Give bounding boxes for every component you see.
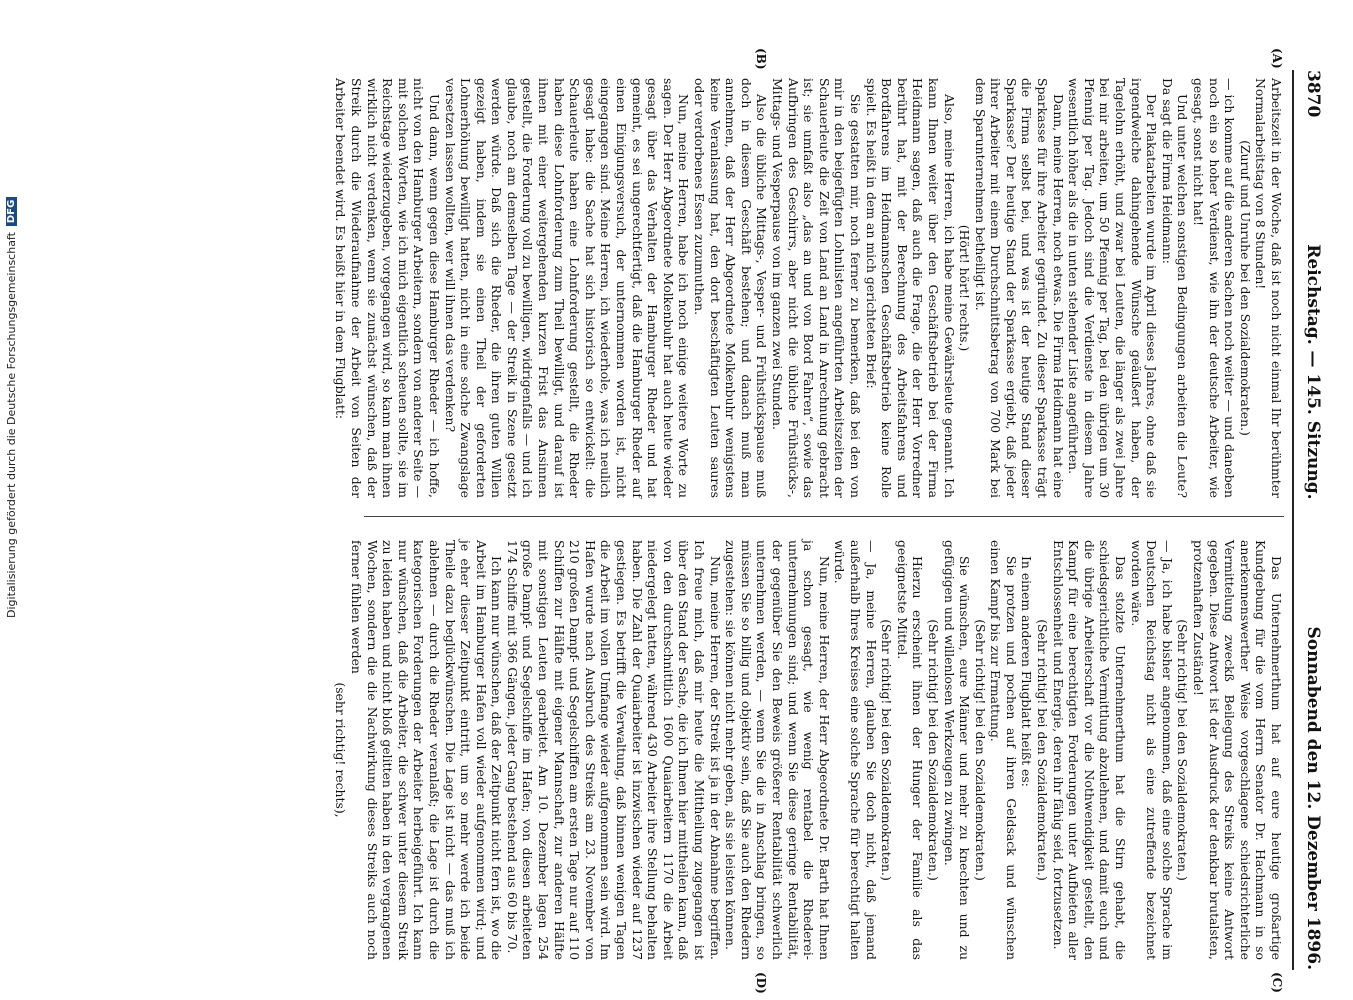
column-divider — [364, 516, 1284, 517]
interjection: (Zuruf und Unruhe bei den Sozialdemokraten.) — [1237, 140, 1253, 436]
rotated-document-page — [83, 48, 1328, 994]
paragraph: Nun, meine Herren, der Herr Abgeordnete Dr. Barth hat Ihnen ja schon gesagt, wie wenig rentabel die Rhederei-unternehmungen sind; und wenn Sie diese geringe Rentabilität, der gegenüber Sie den Beweis größerer Rentabilität schwerlich unternehmen werden, — wenn Sie die in Anschlag bringen, so müssen Sie so billig und objektiv sein, daß Sie auch den Rhedern zugestehen: sie können nicht mehr geben, als sie leisten können. — [723, 540, 832, 960]
paragraph: — Ja, ich habe bisher angenommen, daß eine solche Sprache im Deutschen Reichstag nicht als eine zutreffende bezeichnet worden wäre. — [1128, 540, 1175, 960]
interjection: (Sehr richtig! bei den Sozialdemokraten.) — [879, 619, 895, 881]
margin-marker-a: (A) — [1270, 48, 1284, 69]
paragraph: — ich komme auf die anderen Sachen noch weiter — und daneben noch ein so hoher Verdienst, wie ihn der deutsche Arbeiter, wie gesagt, sonst nicht hat! — [1191, 78, 1238, 498]
interjection: (Sehr richtig! bei den Sozialdemokraten.) — [972, 619, 988, 881]
paragraph: Und unter welchen sonstigen Bedingungen arbeiten die Leute? Da sagt die Firma Heidmann: — [1159, 78, 1191, 498]
margin-marker-b: (B) — [754, 48, 768, 70]
paragraph: Ich kann nur wünschen, daß der Zeitpunkt nicht fern ist, wo die Arbeit im Hamburger Hafen voll wieder aufgenommen wird; und je eher dieser Zeitpunkt eintritt, um so mehr werde ich beide Theile dazu beglückwünschen. Die Lage ist nicht — das muß ich ablehnen — durch die Rheder veranlaßt; die Lage ist durch die kategorischen Forderungen der Arbeiter herbeigeführt. Ich kann nur wünschen, daß die Arbeiter, die schwer unter diesem Streik zu leiden haben und nicht bloß gelitten haben in den vergangenen Wochen, sondern die die Nachwirkung dieses Streiks auch noch ferner fühlen werden — [348, 540, 505, 960]
footer-text: Digitalisierung gefördert durch die Deutsche Forschungsgemeinschaft — [4, 232, 18, 618]
paragraph: In einem anderen Flugblatt heißt es: — [1019, 556, 1035, 787]
quote-paragraph: Sie gestatten mir, noch ferner zu bemerken, daß bei den von mir in den beigefügten Lohnlisten angeführten Arbeitszeiten der Schauerleute die Zeit von Land an Land in Anrechnung gebracht ist; sie umfaßt also „das an und von Bord Fahren“, sowie das Aufbringen des Geschirrs, aber nicht die übliche Frühstücks-, Mittags- und Vesperpause von im ganzen zwei Stunden. — [770, 78, 863, 498]
paragraph: Dann, meine Herren, noch etwas. Die Firma Heidmann hat eine Sparkasse für ihre Arbeiter gegründet. Zu dieser Sparkasse trägt die Firma selbst bei, und was ist der heutige Stand dieser Sparkasse? Der heutige Stand der Sparkasse ergiebt, daß jeder ihrer Arbeiter mit einem Durchschnittsbetrag von 700 Mark bei dem Sparunternehmen betheiligt ist. — [972, 78, 1066, 498]
paragraph: Also die übliche Mittags-, Vesper- und Frühstückspause muß doch in diesem Geschäft bestehen; und danach muß man annehmen, daß der Herr Abgeordnete Molkenbuhr wenigstens keine Veranlassung hat, den dort beschäftigten Leuten saures oder verdorbenes Essen zuzumuthen. — [692, 78, 770, 498]
margin-marker-d: (D) — [754, 972, 768, 994]
page-header — [1298, 70, 1328, 970]
digitization-footer — [2, 0, 20, 618]
dfg-logo: DFG — [6, 197, 17, 226]
left-column — [333, 78, 1284, 498]
right-column — [333, 540, 1284, 960]
interjection: (Sehr richtig! bei den Sozialdemokraten.) — [1175, 619, 1191, 881]
paragraph: Arbeitszeit in der Woche, daß ist noch nicht einmal Ihr berühmter Normalarbeitstag von 8 Stunden! — [1253, 78, 1284, 498]
paragraph: — Ja, meine Herren, glauben Sie doch nicht, daß jemand außerhalb Ihres Kreises eine solche Sprache für berechtigt halten würde. — [832, 540, 879, 960]
header-rule — [1292, 70, 1294, 970]
session-date: Sonnabend den 12. Dezember 1896. — [1303, 626, 1323, 970]
quote-paragraph: Hierzu erscheint ihnen der Hunger der Familie als das geeignetste Mittel. — [894, 540, 926, 960]
interjection: (Hört! hört! rechts.) — [957, 224, 973, 352]
interjection: (Sehr richtig! bei den Sozialdemokraten.) — [925, 619, 941, 881]
quote-paragraph: Das Unternehmerthum hat auf eure heutige großartige Kundgebung für die vom Herrn Senator Dr. Hachmann in so anerkennenswerther Weise vorgeschlagene schiedsrichterliche Vermittelung zweckß Beilegung des Streiks keine Antwort gegeben. Diese Antwort ist der Ausdruck der denkbar brutalsten, protzenhaften Zustände! — [1191, 540, 1284, 960]
paragraph: Nun, meine Herren, der Streik ist ja in der Abnahme begriffen. Ich freue mich, daß mir heute die Mittheilung zugegangen ist über den Stand der Sache, die ich Ihnen hier mittheilen kann, daß von den durchschnittlich 1600 Quaiarbeitern 1170 die Arbeit niedergelegt hatten, während 430 Arbeiter ihre Stellung behalten haben. Die Zahl der Quaiarbeiter ist inzwischen wieder auf 1237 gestiegen. Es betrifft die Verwaltung, daß binnen wenigen Tagen die Arbeit im vollen Umfange wieder aufgenommen sein wird. Im Hafen wurde nach Ausbruch des Streiks am 23. November von 210 großen Dampf- und Segelschiffen am ersten Tage nur auf 110 Schiffen zur Hälfte mit eigener Mannschaft, zur anderen Hälfte mit sonstigen Leuten gearbeitet. Am 10. Dezember lagen 254 große Dampf- und Segelschiffe im Hafen; von diesen arbeiteten 174 Schiffe mit 366 Gängen, jeder Gang bestehend aus 60 bis 70. — [504, 540, 723, 960]
paragraph: Also, meine Herren, ich habe meine Gewährsleute genannt. Ich kann Ihnen weiter über den Geschäftsbetrieb bei der Firma Heidmann sagen, daß auch die Frage, die der Herr Vorredner berührt hat, mit der Berechnung des Arbeitsfahrens und Bordfahrens im Heidmannschen Geschäftsbetrieb keine Rolle spielt. Es heißt in dem an mich gerichteten Brief: — [863, 78, 957, 498]
paragraph: Nun, meine Herren, habe ich noch einige weitere Worte zu sagen. Der Herr Abgeordnete Molkenbuhr hat auch heute wieder gesagt über das Verhalten der Hamburger Rheder und hat gemeint, es sei ungerechtfertigt, daß die Hamburger Rheder auf einen Einigungsversuch, der unternommen worden ist, nicht eingegangen sind. Meine Herren, ich wiederhole, was ich neulich gesagt habe: die Sache hat sich historisch so entwickelt: die Schauerleute haben eine Lohnforderung gestellt, die Rheder haben diese Lohnforderung zum Theil bewilligt, und darauf ist ihnen mit einer weitergehenden kurzen Frist das Ansinnen gestellt, die Forderung voll zu bewilligen, widrigenfalls — und ich glaube, noch am demselben Tage — der Streik in Szene gesetzt werden würde. Daß sich die Rheder, die ihren guten Willen gezeigt haben, indem sie einen Theil der geforderten Lohnerhöhung bewilligt hatten, nicht in eine solche Zwangslage versetzen lassen wollten, wer will ihnen das verdenken? — [442, 78, 692, 498]
interjection: (sehr richtig! rechts), — [333, 682, 349, 818]
quote-paragraph: Sie wünschen, eure Männer und mehr zu knechten und zu gefügigen und willenlosen Werkzeugen zu zwingen. — [941, 540, 973, 960]
session-title: Reichstag. — 145. Sitzung. — [1303, 244, 1323, 500]
margin-marker-c: (C) — [1270, 972, 1284, 993]
paragraph: Und dann, wenn gegen diese Hamburger Rheder — ich hoffe, nicht von den Hamburger Arbeitern, sondern von anderer Seite — mit solchen Worten, wie ich mich eigentlich scheuen sollte, sie im Reichstage wiederzugeben, vorgegangen wird, so kann man ihnen wirklich nicht verdenken, wenn sie zunächst wünschen, daß der Streik durch die Wiederaufnahme der Arbeit von Seiten der Arbeiter beendet wird. Es heißt hier in dem Flugblatt: — [333, 78, 442, 498]
quote-paragraph: Der Plakatarbeiten wurde im April dieses Jahres, ohne daß sie irgendwelche dahingehende Wünsche geäußert haben, der Tagelohn erhöht, und zwar bei Leuten, die länger als zwei Jahre bei mir arbeiten, um 50 Pfennig per Tag, bei den übrigen um 30 Pfennig per Tag. Jedoch sind die Verdienste in diesem Jahre wesentlich höher als die in unten stehender Liste angeführten. — [1066, 78, 1160, 498]
interjection: (Sehr richtig! bei den Sozialdemokraten.) — [1035, 619, 1051, 881]
page-number: 3870 — [1303, 70, 1323, 118]
quote-paragraph: Sie protzen und pochen auf ihren Geldsack und wünschen einen Kampf bis zur Ermattung. — [988, 540, 1019, 960]
quote-paragraph: Das stolzte Unternehmerthum hat die Stirn gehabt, die schiedsgerichtliche Vermittlung abzulehnen, und damit euch und die übrige Arbeiterschaft vor die Nothwendigkeit gestellt, den Kampf für eine berechtigten Forderungen unter Aufbieten aller Entschlossenheit und Energie, deren ihr fähig seid, fortzusetzen. — [1050, 540, 1129, 960]
